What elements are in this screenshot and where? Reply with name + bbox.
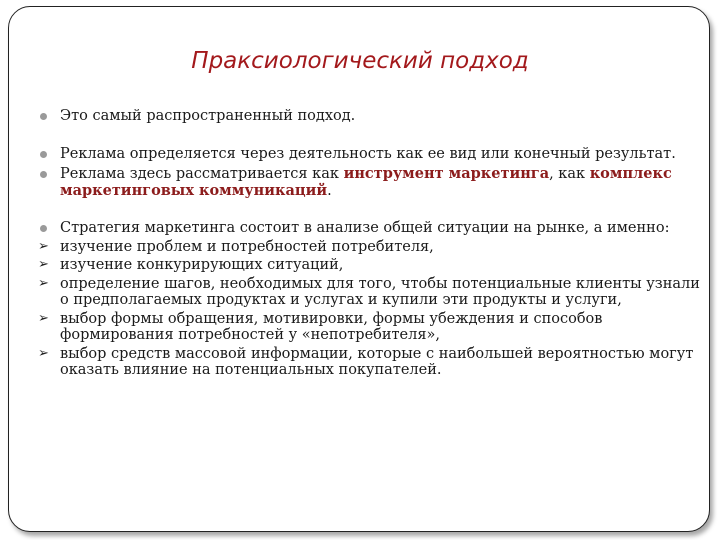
arrow-bullet-icon: ➢ <box>38 257 49 272</box>
slide-content <box>38 108 700 379</box>
bullet-text-part: . <box>327 182 332 199</box>
bullet-item <box>38 166 700 199</box>
bullet-item <box>38 108 700 125</box>
bullet-text: Реклама определяется через деятельность как ее вид или конечный результат. <box>60 145 676 162</box>
sub-bullet-item <box>38 276 700 309</box>
arrow-bullet-icon: ➢ <box>38 345 49 361</box>
highlight-marketing-tool: инструмент маркетинга <box>343 165 550 182</box>
sub-bullet-text: выбор формы обращения, мотивировки, формы убеждения и способов формирования потребностей у «непотребителя», <box>60 310 603 343</box>
sub-bullet-text: изучение проблем и потребностей потребителя, <box>60 238 434 255</box>
sub-bullet-item <box>38 311 700 344</box>
sub-bullet-text: изучение конкурирующих ситуаций, <box>60 257 344 273</box>
bullet-dot-icon <box>40 171 47 178</box>
slide-title: Праксиологический подход <box>191 48 529 74</box>
bullet-dot-icon <box>40 113 47 120</box>
highlight-marketing-communications: комплекс маркетинговых коммуникаций <box>60 165 672 199</box>
bullet-text-part: , как <box>549 166 590 182</box>
bullet-dot-icon <box>40 225 47 232</box>
bullet-item <box>38 146 700 163</box>
sub-bullet-item <box>38 239 700 256</box>
bullet-dot-icon <box>40 151 47 158</box>
sub-bullet-item <box>38 257 700 274</box>
bullet-text <box>60 166 700 199</box>
bullet-text-part: Реклама здесь рассматривается как <box>60 166 344 182</box>
sub-bullet-text: определение шагов, необходимых для того, чтобы потенциальные клиенты узнали о предполагаемых продуктах и услугах и купили эти продукты и услуги, <box>60 275 700 308</box>
arrow-bullet-icon: ➢ <box>38 310 49 326</box>
sub-bullet-item <box>38 346 700 379</box>
arrow-bullet-icon: ➢ <box>38 275 49 291</box>
bullet-text: Стратегия маркетинга состоит в анализе общей ситуации на рынке, а именно: <box>60 220 670 236</box>
bullet-item <box>38 220 700 237</box>
sub-bullet-text: выбор средств массовой информации, которые с наибольшей вероятностью могут оказать влияние на потенциальных покупателей. <box>60 345 694 378</box>
arrow-bullet-icon: ➢ <box>38 238 49 254</box>
bullet-text: Это самый распространенный подход. <box>60 108 356 124</box>
